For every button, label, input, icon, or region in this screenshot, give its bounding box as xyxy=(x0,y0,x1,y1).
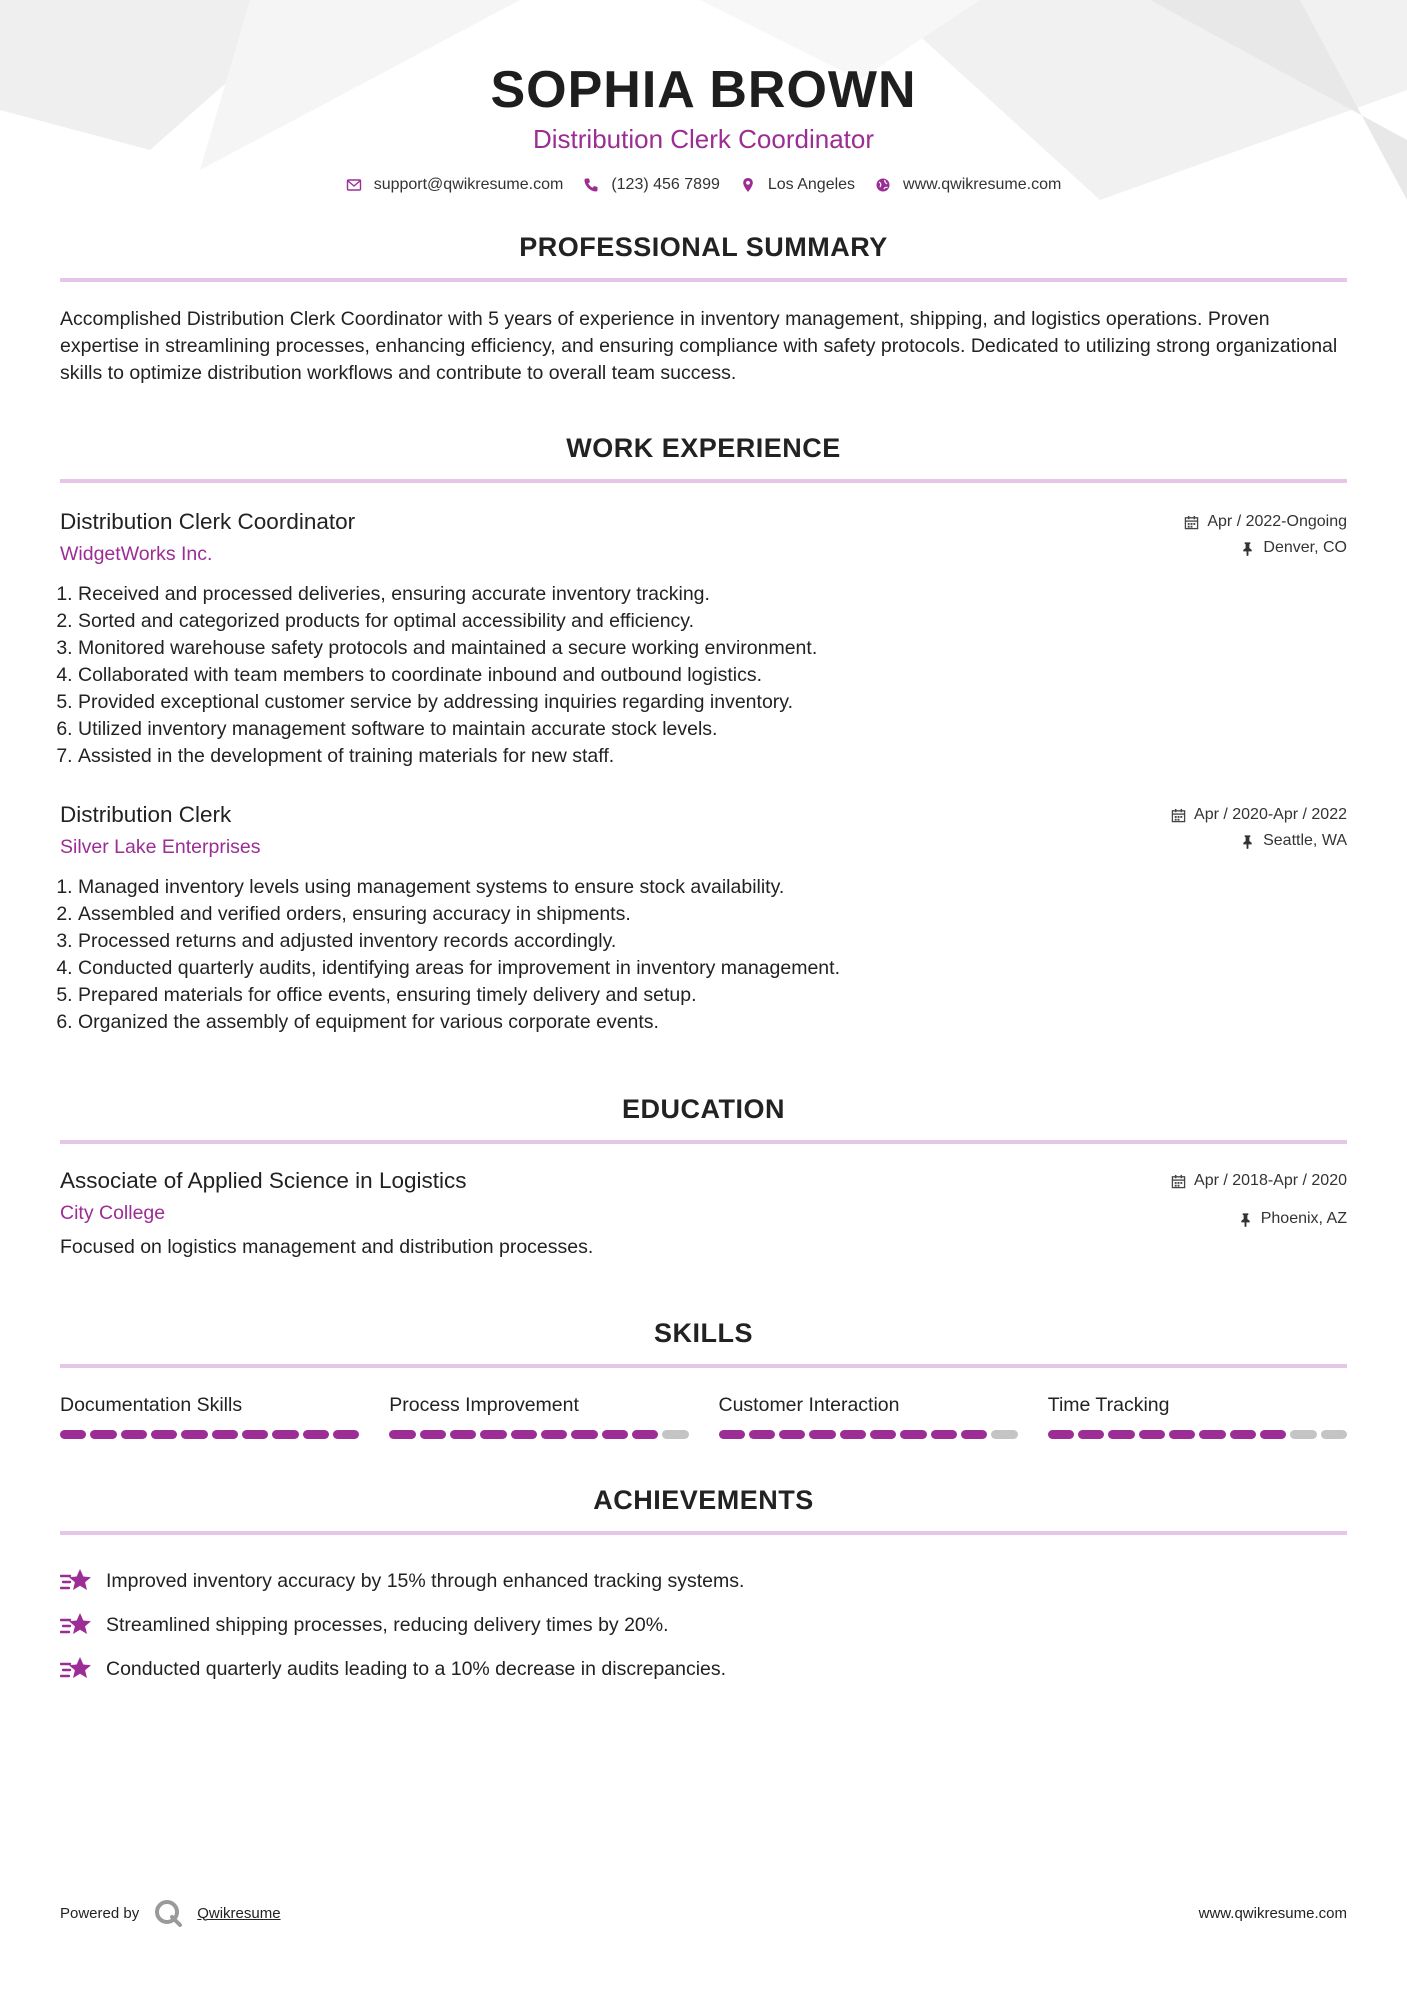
skill-segment-filled xyxy=(60,1430,86,1439)
education-dates xyxy=(1171,1168,1347,1194)
achievements-list xyxy=(60,1559,1347,1691)
contact-email[interactable] xyxy=(346,176,564,194)
education-heading: EDUCATION xyxy=(622,1094,785,1124)
education-description: Focused on logistics management and distribution processes. xyxy=(60,1236,594,1258)
education-entry xyxy=(60,1166,1347,1260)
school-name: City College xyxy=(60,1202,166,1224)
contact-phone[interactable] xyxy=(583,176,720,194)
skill-segment-filled xyxy=(212,1430,238,1439)
skill-segment-filled xyxy=(181,1430,207,1439)
skill-segment-filled xyxy=(809,1430,835,1439)
skill-segment-filled xyxy=(900,1430,926,1439)
skill-segment-filled xyxy=(1139,1430,1165,1439)
education-meta xyxy=(1171,1168,1347,1232)
skill-segment-filled xyxy=(389,1430,415,1439)
skill-item xyxy=(389,1392,688,1439)
footer-website[interactable]: www.qwikresume.com xyxy=(1198,1904,1347,1922)
list-item: 2. Assembled and verified orders, ensuring accuracy in shipments. xyxy=(78,901,1347,928)
job-meta xyxy=(1171,802,1347,854)
list-item: 3. Monitored warehouse safety protocols and maintained a secure working environment. xyxy=(78,635,1347,662)
skill-segment-filled xyxy=(90,1430,116,1439)
skill-segment-filled xyxy=(1260,1430,1286,1439)
skill-level-bar xyxy=(719,1430,1018,1439)
envelope-icon xyxy=(346,177,362,193)
job-location-text: Denver, CO xyxy=(1263,539,1347,556)
calendar-icon xyxy=(1171,808,1186,823)
skill-segment-filled xyxy=(272,1430,298,1439)
candidate-title: Distribution Clerk Coordinator xyxy=(532,124,875,154)
brand-link[interactable]: Qwikresume xyxy=(197,1904,281,1922)
summary-section xyxy=(60,230,1347,387)
skill-segment-filled xyxy=(632,1430,658,1439)
email-text: support@qwikresume.com xyxy=(373,176,564,193)
education-location xyxy=(1171,1206,1347,1232)
achievement-item xyxy=(60,1603,1347,1647)
achievement-item xyxy=(60,1559,1347,1603)
skill-segment-filled xyxy=(571,1430,597,1439)
experience-heading: WORK EXPERIENCE xyxy=(566,433,841,463)
skill-segment-filled xyxy=(961,1430,987,1439)
job-location xyxy=(1184,535,1347,561)
skill-name: Process Improvement xyxy=(389,1394,579,1416)
skill-segment-empty xyxy=(991,1430,1017,1439)
pushpin-icon xyxy=(1240,834,1255,849)
skill-segment-filled xyxy=(333,1430,359,1439)
skill-segment-filled xyxy=(121,1430,147,1439)
job-meta xyxy=(1184,509,1347,561)
skill-segment-filled xyxy=(303,1430,329,1439)
skill-item xyxy=(719,1392,1018,1439)
list-item: 4. Collaborated with team members to coordinate inbound and outbound logistics. xyxy=(78,662,1347,689)
skill-segment-filled xyxy=(242,1430,268,1439)
achievement-text: Streamlined shipping processes, reducing delivery times by 20%. xyxy=(106,1613,669,1636)
skill-segment-filled xyxy=(1169,1430,1195,1439)
education-section xyxy=(60,1092,1347,1260)
job-title: Distribution Clerk xyxy=(60,802,232,827)
section-divider xyxy=(60,1531,1347,1535)
section-divider xyxy=(60,479,1347,483)
map-pin-icon xyxy=(740,177,756,193)
skill-level-bar xyxy=(60,1430,359,1439)
skill-segment-filled xyxy=(480,1430,506,1439)
skill-segment-filled xyxy=(541,1430,567,1439)
list-item: 1. Received and processed deliveries, ensuring accurate inventory tracking. xyxy=(78,581,1347,608)
skills-grid xyxy=(60,1392,1347,1439)
phone-text: (123) 456 7899 xyxy=(611,176,720,193)
job-entry xyxy=(60,800,1347,1036)
job-dates-text: Apr / 2022-Ongoing xyxy=(1207,513,1347,530)
resume-header xyxy=(60,0,1347,194)
list-item: 6. Organized the assembly of equipment for various corporate events. xyxy=(78,1009,1347,1036)
qwikresume-logo-icon xyxy=(153,1898,183,1928)
achievement-item xyxy=(60,1647,1347,1691)
skill-segment-filled xyxy=(749,1430,775,1439)
job-title: Distribution Clerk Coordinator xyxy=(60,509,356,534)
contact-website[interactable] xyxy=(875,176,1061,194)
list-item: 2. Sorted and categorized products for optimal accessibility and efficiency. xyxy=(78,608,1347,635)
skill-name: Documentation Skills xyxy=(60,1394,243,1416)
skill-segment-filled xyxy=(602,1430,628,1439)
globe-icon xyxy=(875,177,891,193)
section-divider xyxy=(60,278,1347,282)
skill-item xyxy=(60,1392,359,1439)
job-location xyxy=(1171,828,1347,854)
education-location-text: Phoenix, AZ xyxy=(1260,1210,1347,1227)
skill-segment-empty xyxy=(662,1430,688,1439)
skill-name: Time Tracking xyxy=(1047,1394,1170,1416)
achievement-text: Conducted quarterly audits leading to a 10% decrease in discrepancies. xyxy=(106,1657,727,1680)
phone-icon xyxy=(583,177,599,193)
job-company: WidgetWorks Inc. xyxy=(60,543,213,565)
list-item: 1. Managed inventory levels using management systems to ensure stock availability. xyxy=(78,874,1347,901)
list-item: 5. Provided exceptional customer service by addressing inquiries regarding inventory. xyxy=(78,689,1347,716)
powered-by xyxy=(60,1898,281,1928)
skill-name: Customer Interaction xyxy=(718,1394,900,1416)
shooting-star-icon xyxy=(60,1566,92,1596)
location-text: Los Angeles xyxy=(767,176,856,193)
job-entry xyxy=(60,507,1347,770)
skill-segment-filled xyxy=(450,1430,476,1439)
list-item: 7. Assisted in the development of training materials for new staff. xyxy=(78,743,1347,770)
calendar-icon xyxy=(1184,515,1199,530)
list-item: 6. Utilized inventory management software to maintain accurate stock levels. xyxy=(78,716,1347,743)
skill-level-bar xyxy=(1048,1430,1347,1439)
list-item: 5. Prepared materials for office events, ensuring timely delivery and setup. xyxy=(78,982,1347,1009)
job-responsibilities xyxy=(60,874,1347,1036)
shooting-star-icon xyxy=(60,1654,92,1684)
skill-segment-empty xyxy=(1321,1430,1347,1439)
summary-heading: PROFESSIONAL SUMMARY xyxy=(519,232,888,262)
skill-segment-filled xyxy=(1078,1430,1104,1439)
candidate-name: SOPHIA BROWN xyxy=(490,61,917,119)
skill-segment-filled xyxy=(1230,1430,1256,1439)
achievements-heading: ACHIEVEMENTS xyxy=(593,1485,814,1515)
summary-text: Accomplished Distribution Clerk Coordinator with 5 years of experience in inventory management, shipping, and logistics operations. Proven expertise in streamlining processes, enhancing efficiency, and ensuring compliance with safety protocols. Dedicated to utilizing strong organizational skills to optimize distribution workflows and contribute to overall team success. xyxy=(60,308,1338,384)
skill-segment-filled xyxy=(779,1430,805,1439)
contact-bar xyxy=(60,176,1347,194)
powered-by-label: Powered by xyxy=(60,1904,140,1922)
website-text: www.qwikresume.com xyxy=(903,176,1062,193)
skill-segment-filled xyxy=(420,1430,446,1439)
pushpin-icon xyxy=(1238,1212,1253,1227)
achievement-text: Improved inventory accuracy by 15% through enhanced tracking systems. xyxy=(106,1569,745,1592)
skill-segment-filled xyxy=(1108,1430,1134,1439)
skill-segment-filled xyxy=(1048,1430,1074,1439)
calendar-icon xyxy=(1171,1174,1186,1189)
job-dates-text: Apr / 2020-Apr / 2022 xyxy=(1194,806,1347,823)
section-divider xyxy=(60,1364,1347,1368)
job-location-text: Seattle, WA xyxy=(1263,832,1347,849)
skill-segment-filled xyxy=(870,1430,896,1439)
list-item: 4. Conducted quarterly audits, identifying areas for improvement in inventory management. xyxy=(78,955,1347,982)
contact-location xyxy=(740,176,855,194)
job-company: Silver Lake Enterprises xyxy=(60,836,261,858)
pushpin-icon xyxy=(1240,541,1255,556)
page-footer xyxy=(60,1898,1347,1928)
skill-level-bar xyxy=(389,1430,688,1439)
shooting-star-icon xyxy=(60,1610,92,1640)
skill-segment-filled xyxy=(511,1430,537,1439)
skill-segment-filled xyxy=(719,1430,745,1439)
skill-segment-filled xyxy=(1199,1430,1225,1439)
section-divider xyxy=(60,1140,1347,1144)
skills-heading: SKILLS xyxy=(653,1318,753,1348)
skill-segment-filled xyxy=(151,1430,177,1439)
education-dates-text: Apr / 2018-Apr / 2020 xyxy=(1194,1172,1347,1189)
skill-segment-filled xyxy=(840,1430,866,1439)
skill-segment-filled xyxy=(931,1430,957,1439)
skill-item xyxy=(1048,1392,1347,1439)
skills-section xyxy=(60,1316,1347,1439)
experience-section xyxy=(60,431,1347,1036)
skill-segment-empty xyxy=(1290,1430,1316,1439)
achievements-section xyxy=(60,1483,1347,1691)
degree-title: Associate of Applied Science in Logistics xyxy=(60,1168,467,1193)
job-dates xyxy=(1171,802,1347,828)
list-item: 3. Processed returns and adjusted inventory records accordingly. xyxy=(78,928,1347,955)
job-dates xyxy=(1184,509,1347,535)
job-responsibilities xyxy=(60,581,1347,770)
